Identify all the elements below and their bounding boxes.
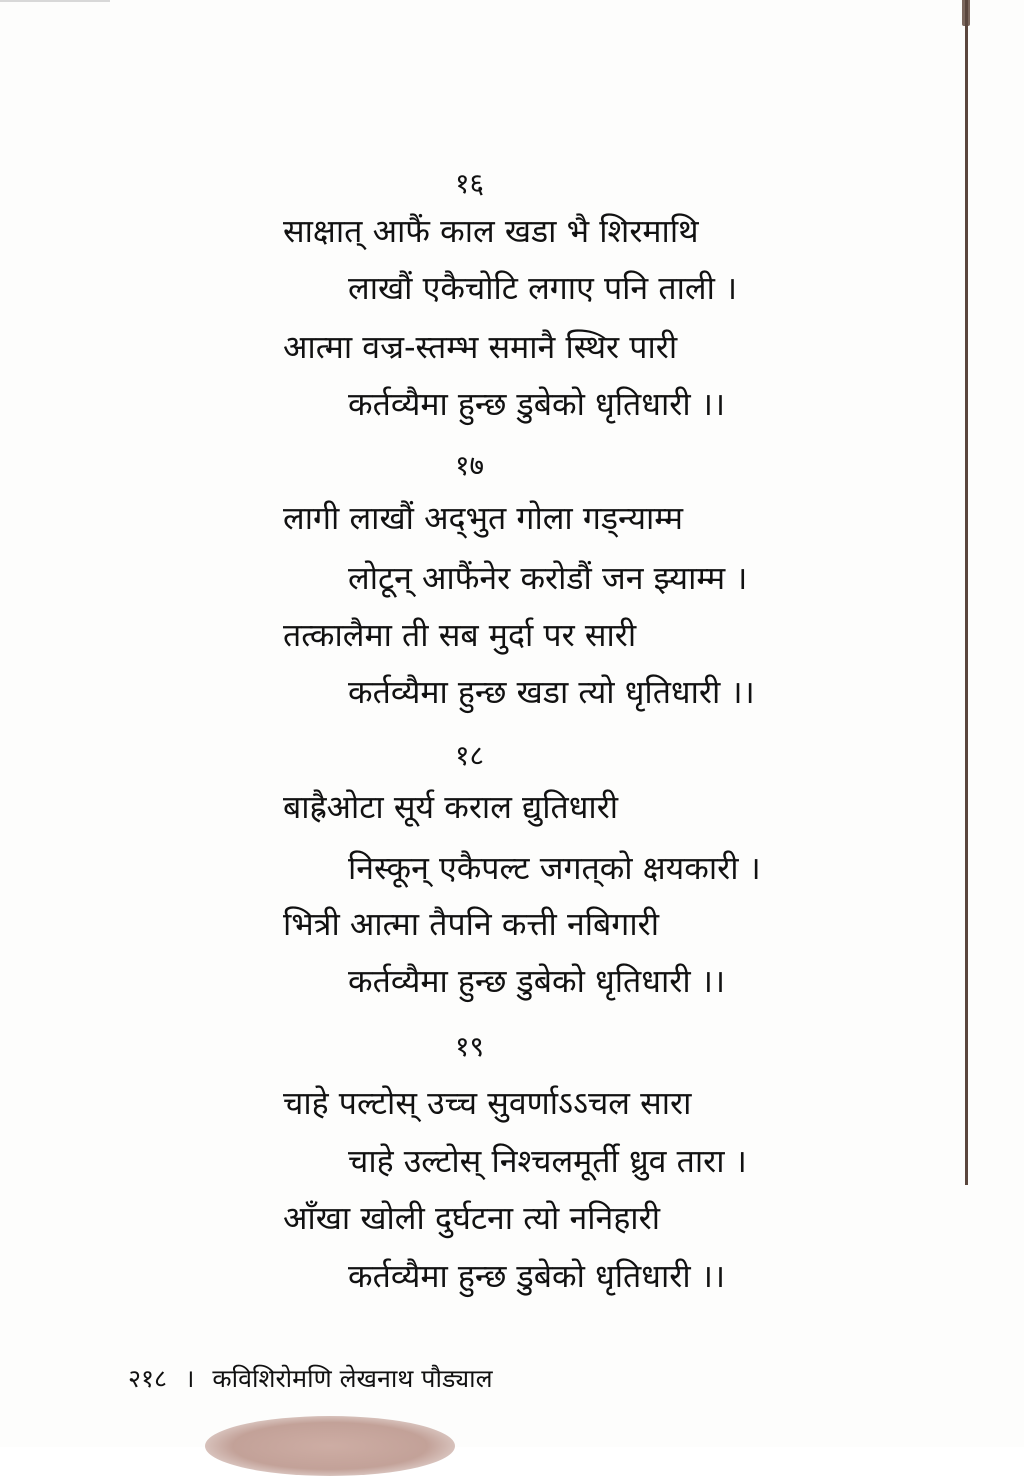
verse-line: निस्कून् एकैपल्ट जगत्‌को क्षयकारी । [348, 849, 761, 887]
binding-thread [965, 0, 968, 1185]
verse-number: १९ [455, 1030, 485, 1063]
verse-line: चाहे पल्टोस् उच्च सुवर्णाऽऽचल सारा [283, 1084, 692, 1122]
verse-line: कर्तव्यैमा हुन्छ खडा त्यो धृतिधारी ।। [348, 673, 755, 711]
page-edge-line [0, 0, 110, 2]
page-footer [128, 1366, 493, 1391]
verse-line: कर्तव्यैमा हुन्छ डुबेको धृतिधारी ।। [348, 962, 726, 1000]
verse-line: साक्षात् आफैं काल खडा भै शिरमाथि [283, 212, 699, 250]
verse-line: कर्तव्यैमा हुन्छ डुबेको धृतिधारी ।। [348, 385, 726, 423]
verse-line: तत्कालैमा ती सब मुर्दा पर सारी [283, 616, 637, 654]
verse-line: चाहे उल्टोस् निश्चलमूर्ती ध्रुव तारा । [348, 1142, 747, 1180]
verse-number: १७ [455, 449, 485, 482]
footer-separator: । [184, 1364, 195, 1393]
verse-line: भित्री आत्मा तैपनि कत्ती नबिगारी [283, 905, 659, 943]
verse-line: बाह्रैओटा सूर्य कराल द्युतिधारी [283, 788, 619, 826]
thumb-smudge [205, 1416, 455, 1476]
verse-line: कर्तव्यैमा हुन्छ डुबेको धृतिधारी ।। [348, 1257, 726, 1295]
verse-line: लागी लाखौं अद्‌भुत गोला गड्न्याम्म [283, 499, 684, 537]
verse-line: आत्मा वज्र-स्तम्भ समानै स्थिर पारी [283, 328, 678, 366]
verse-line: लाखौं एकैचोटि लगाए पनि ताली । [348, 269, 738, 307]
page-number: २१८ [128, 1364, 168, 1393]
verse-line: आँखा खोली दुर्घटना त्यो ननिहारी [283, 1199, 660, 1237]
verse-number: १६ [455, 167, 485, 200]
book-title: कविशिरोमणि लेखनाथ पौड्याल [212, 1364, 493, 1393]
verse-number: १८ [455, 739, 485, 772]
verse-line: लोटून् आफैंनेर करोडौं जन झ्याम्म । [348, 559, 748, 597]
